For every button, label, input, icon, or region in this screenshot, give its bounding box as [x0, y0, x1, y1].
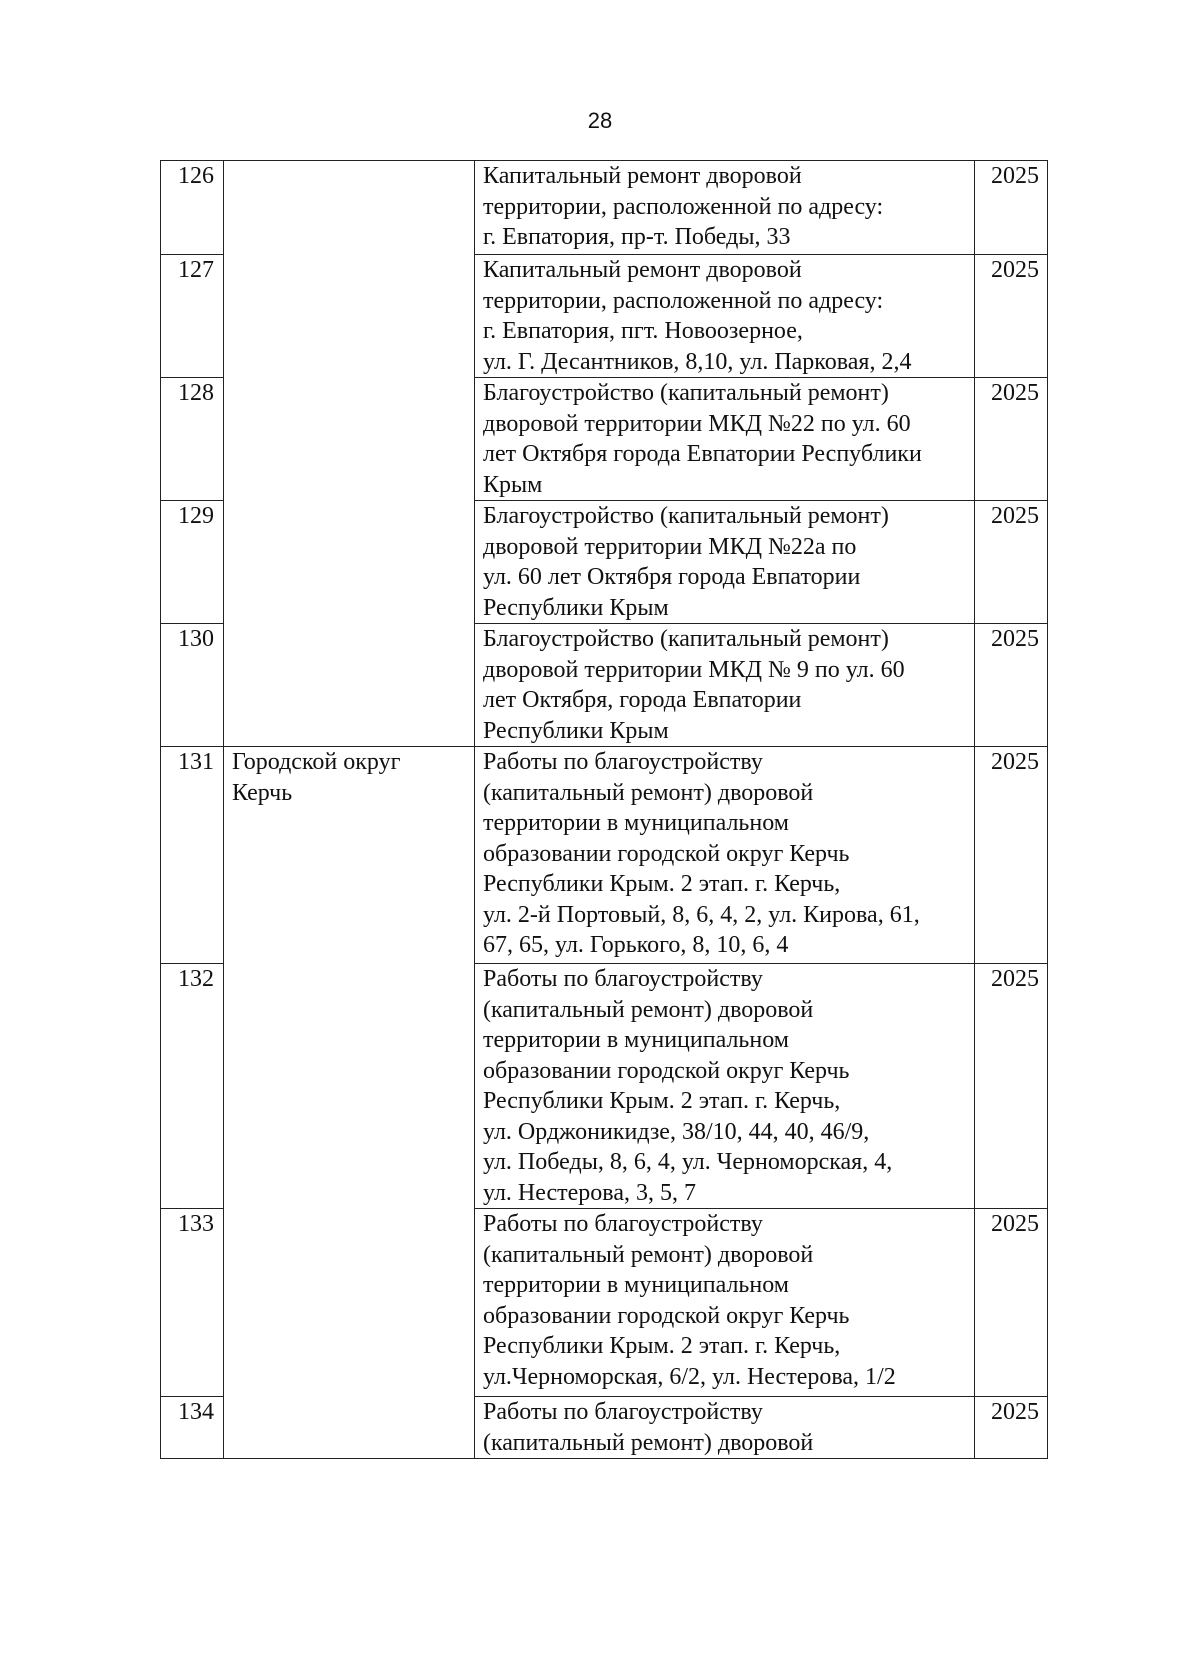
- work-description: Благоустройство (капитальный ремонт) дворовой территории МКД №22а по ул. 60 лет Октября города Евпатории Республики Крым: [475, 501, 975, 624]
- municipality-cell: [224, 747, 475, 1459]
- page-number: 28: [587, 108, 613, 133]
- year-cell: 2025: [975, 255, 1048, 378]
- year-cell: 2025: [975, 378, 1048, 501]
- row-number: 129: [161, 501, 224, 624]
- work-description: Благоустройство (капитальный ремонт) дворовой территории МКД №22 по ул. 60 лет Октября города Евпатории Республики Крым: [475, 378, 975, 501]
- municipality-cell: [224, 161, 475, 747]
- row-number: 131: [161, 747, 224, 964]
- work-description: Работы по благоустройству (капитальный ремонт) дворовой территории в муниципальном образовании городской округ Керчь Республики Крым. 2 этап. г. Керчь, ул.Черноморская, 6/2, ул. Нестерова, 1/2: [475, 1209, 975, 1397]
- year-cell: 2025: [975, 747, 1048, 964]
- work-description: Благоустройство (капитальный ремонт) дворовой территории МКД № 9 по ул. 60 лет Октября, города Евпатории Республики Крым: [475, 624, 975, 747]
- work-description: Работы по благоустройству (капитальный ремонт) дворовой территории в муниципальном образовании городской округ Керчь Республики Крым. 2 этап. г. Керчь, ул. Орджоникидзе, 38/10, 44, 40, 46/9, ул. Победы, 8, 6, 4, ул. Черноморская, 4, ул. Нестерова, 3, 5, 7: [475, 964, 975, 1209]
- municipality-name: Керчь: [232, 779, 293, 806]
- work-description: Капитальный ремонт дворовой территории, расположенной по адресу: г. Евпатория, пр-т. Победы, 33: [475, 161, 975, 255]
- year-cell: 2025: [975, 1209, 1048, 1397]
- row-number: 130: [161, 624, 224, 747]
- work-description: Работы по благоустройству (капитальный ремонт) дворовой: [475, 1397, 975, 1459]
- table-row: [161, 747, 1048, 964]
- work-description: Капитальный ремонт дворовой территории, расположенной по адресу: г. Евпатория, пгт. Новоозерное, ул. Г. Десантников, 8,10, ул. Парковая, 2,4: [475, 255, 975, 378]
- work-description: Работы по благоустройству (капитальный ремонт) дворовой территории в муниципальном образовании городской округ Керчь Республики Крым. 2 этап. г. Керчь, ул. 2-й Портовый, 8, 6, 4, 2, ул. Кирова, 61, 67, 65, ул. Горького, 8, 10, 6, 4: [475, 747, 975, 964]
- row-number: 133: [161, 1209, 224, 1397]
- row-number: 132: [161, 964, 224, 1209]
- year-cell: 2025: [975, 161, 1048, 255]
- year-cell: 2025: [975, 501, 1048, 624]
- row-number: 126: [161, 161, 224, 255]
- year-cell: 2025: [975, 1397, 1048, 1459]
- row-number: 128: [161, 378, 224, 501]
- municipality-name: Городской округ: [232, 749, 401, 775]
- table-row: [161, 161, 1048, 255]
- year-cell: 2025: [975, 624, 1048, 747]
- program-table: [160, 160, 1048, 1459]
- year-cell: 2025: [975, 964, 1048, 1209]
- row-number: 134: [161, 1397, 224, 1459]
- row-number: 127: [161, 255, 224, 378]
